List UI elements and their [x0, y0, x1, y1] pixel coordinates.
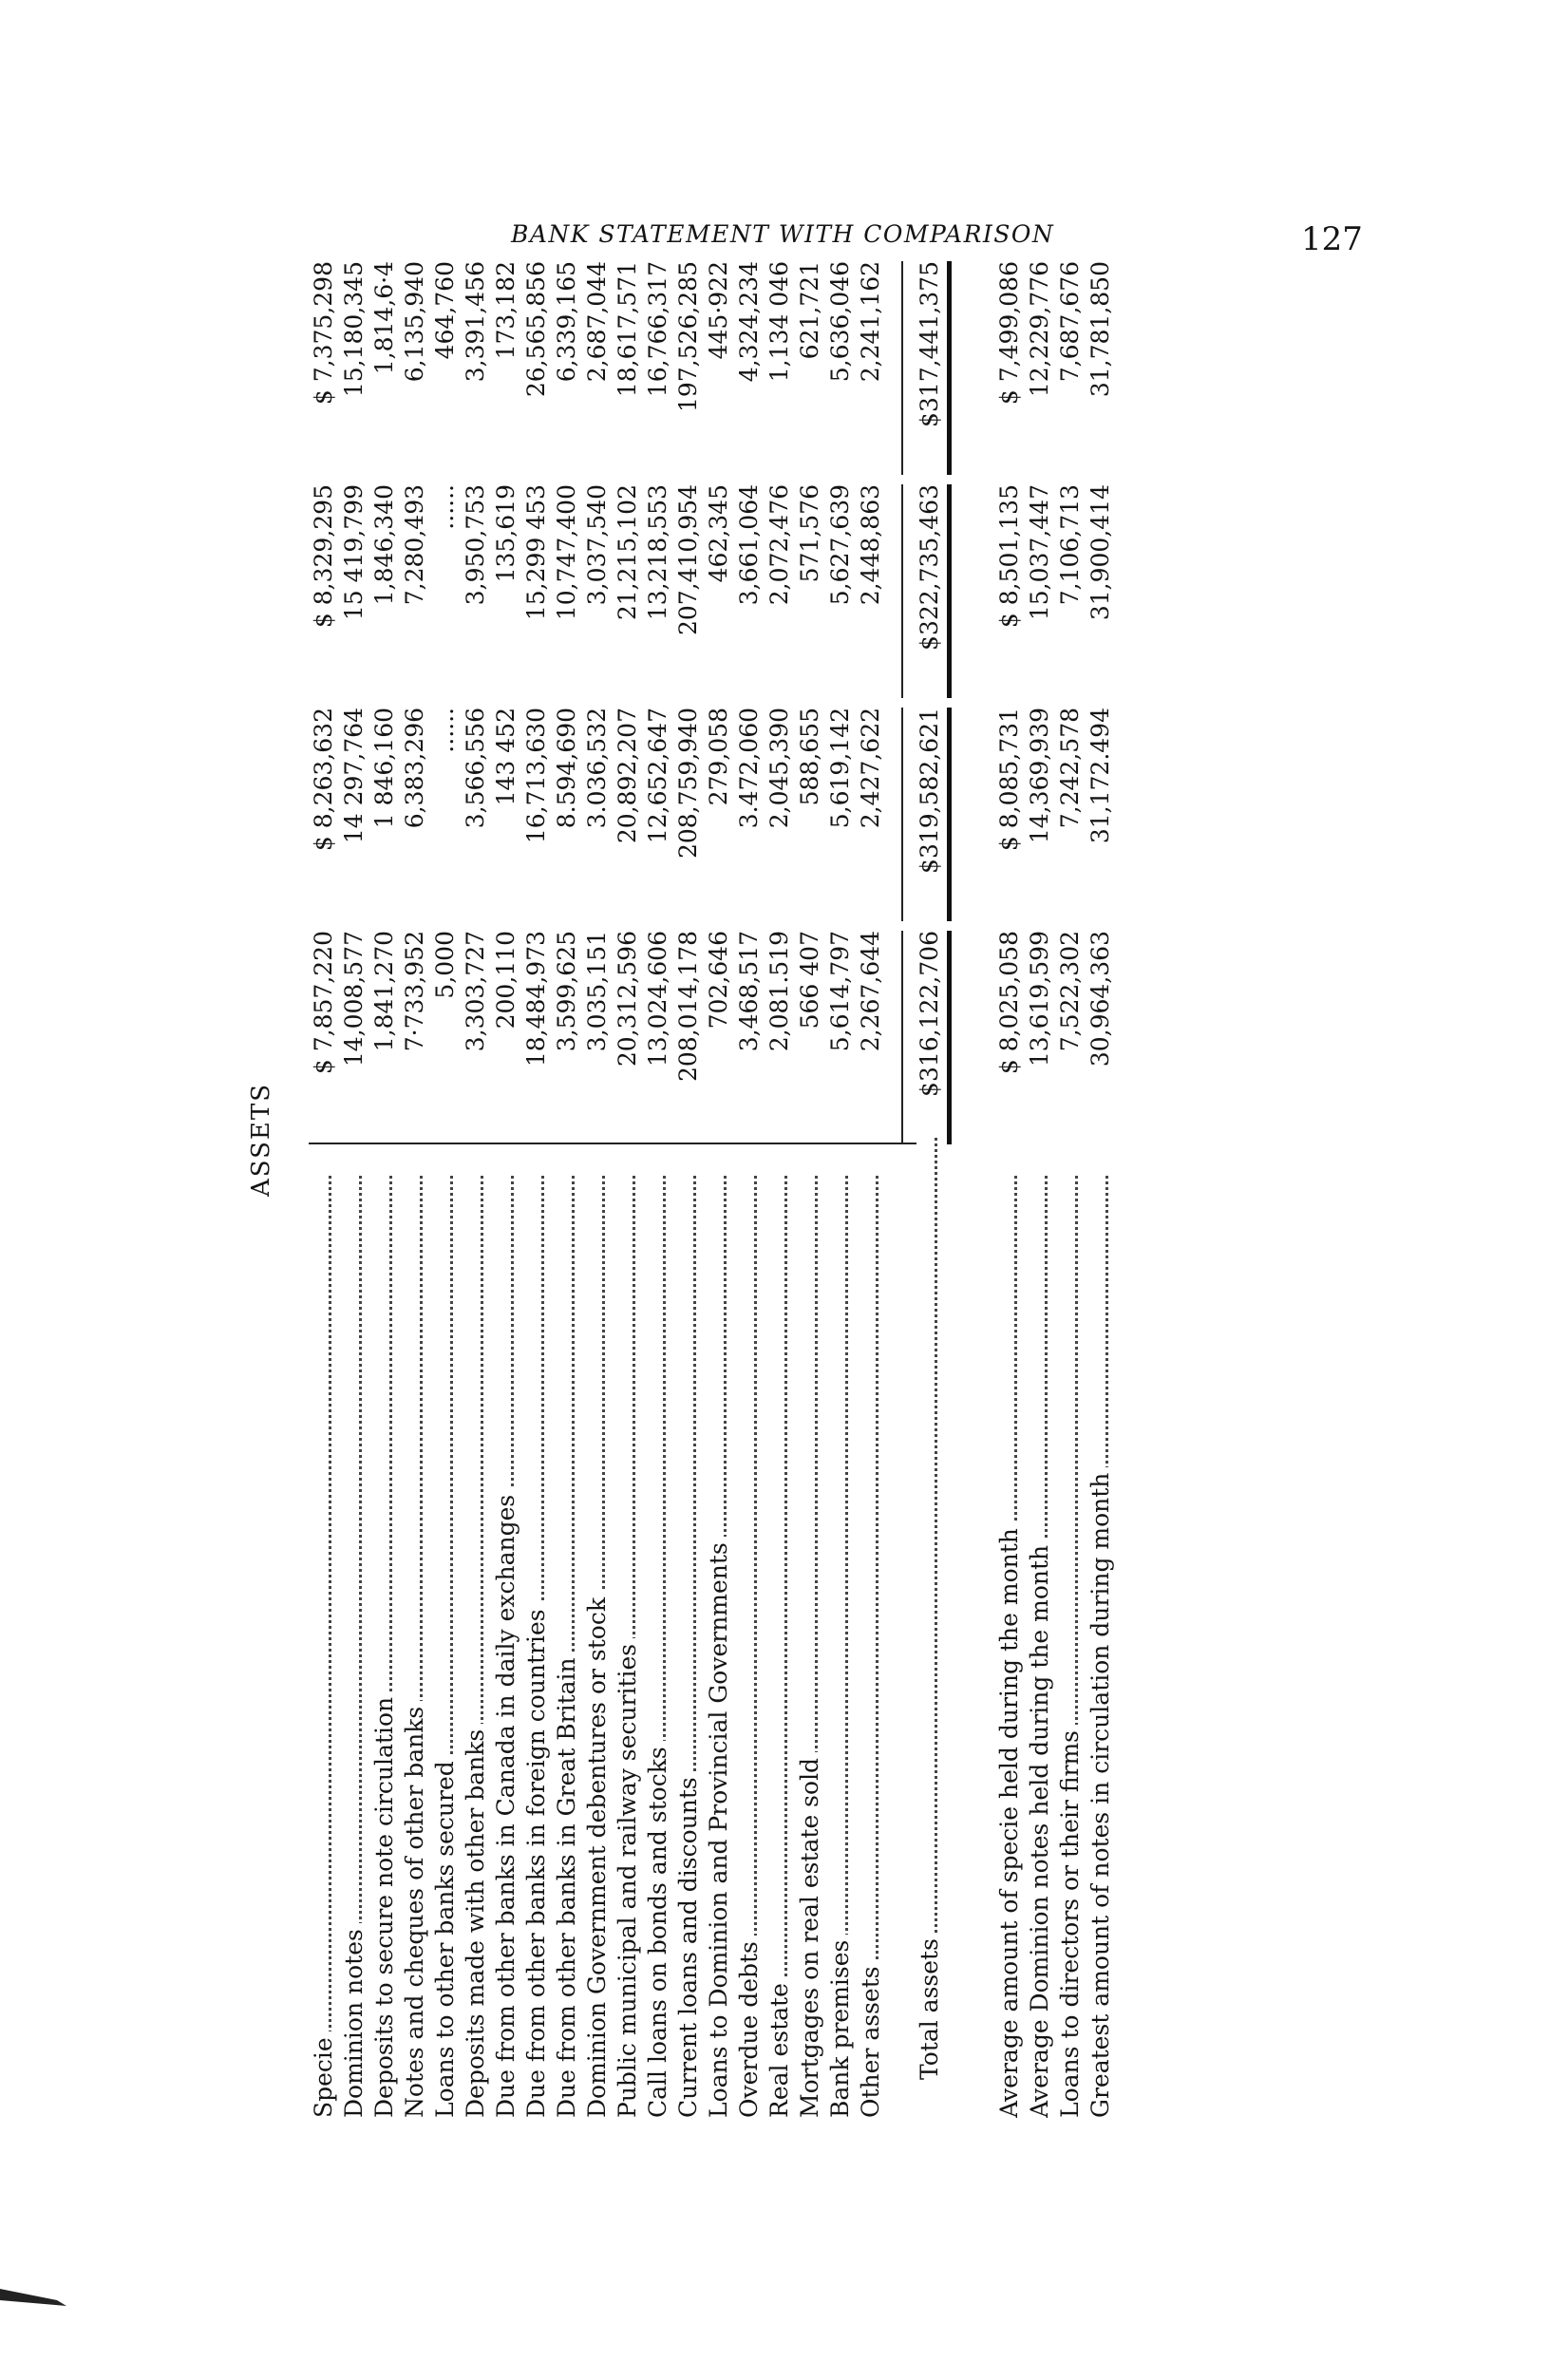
table-row: [430, 261, 461, 2118]
value-cell: 7,687,676: [1056, 261, 1084, 383]
table-row: [1025, 261, 1055, 2118]
value-cell: 5,614,797: [826, 931, 854, 1052]
value-cell: $319,582,621: [916, 708, 943, 874]
value-cell: 14,369,939: [1026, 708, 1053, 844]
row-label: Due from other banks in Canada in daily exchanges: [491, 1168, 521, 2118]
value-cell: 173,182: [492, 261, 519, 360]
row-label: Overdue debts: [734, 1168, 765, 2118]
value-cell: 3.036,532: [583, 708, 611, 829]
value-cell: 200,110: [492, 931, 519, 1029]
value-cell: 5,619,142: [826, 708, 854, 829]
value-cell: $322,735,463: [916, 484, 943, 651]
value-cell: 1,846,340: [370, 484, 398, 606]
value-cell: 2,267,644: [857, 931, 884, 1052]
value-cell: 15,037,447: [1026, 484, 1053, 621]
value-cell: 15,180,345: [340, 261, 368, 398]
value-cell: 2,072,476: [765, 484, 793, 606]
value-cell: 6,383,296: [401, 708, 428, 829]
value-cell: $ 8,263,632: [310, 708, 337, 852]
table-row: [369, 261, 400, 2118]
value-cell: 702,646: [705, 931, 732, 1029]
value-cell: 6,339,165: [553, 261, 580, 383]
value-cell: 16,713,630: [522, 708, 550, 844]
row-label: Total assets: [915, 1130, 945, 2080]
row-label: Loans to directors or their firms: [1055, 1168, 1086, 2118]
total-rule: [947, 931, 952, 1144]
value-cell: 10,747,400: [553, 484, 580, 621]
row-label: Call loans on bonds and stocks: [643, 1168, 673, 2118]
table-row: [613, 261, 643, 2118]
row-label: Notes and cheques of other banks: [400, 1168, 430, 2118]
value-cell: 2,448,863: [857, 484, 884, 606]
table-row: [400, 261, 430, 2118]
table-row: [734, 261, 765, 2118]
table-row: [994, 261, 1025, 2118]
row-label: Bank premises: [825, 1168, 856, 2118]
row-label: Real estate: [765, 1168, 795, 2118]
row-label: Specie: [309, 1168, 339, 2118]
value-cell: 31,781,850: [1086, 261, 1114, 398]
value-cell: 208,014,178: [674, 931, 702, 1083]
value-cell: 13,024,606: [644, 931, 671, 1067]
value-cell: 14,008,577: [340, 931, 368, 1067]
value-cell: $ 7,857,220: [310, 931, 337, 1075]
value-cell: 3,950,753: [462, 484, 489, 606]
table-row: [765, 261, 795, 2118]
total-rule: [947, 261, 952, 475]
value-cell: $ 7,375,298: [310, 261, 337, 406]
value-cell: 1,134 046: [765, 261, 793, 383]
value-cell: 6,135,940: [401, 261, 428, 383]
value-cell: 2,427,622: [857, 708, 884, 829]
scan-mark-icon: [0, 2279, 76, 2308]
subtotal-rule: [901, 708, 903, 921]
value-cell: ......: [431, 484, 459, 530]
row-label: Deposits to secure note circulation: [369, 1168, 400, 2118]
value-cell: 566 407: [796, 931, 823, 1029]
value-cell: 1,841,270: [370, 931, 398, 1052]
value-cell: 3,599,625: [553, 931, 580, 1052]
value-cell: $ 8,501,135: [995, 484, 1023, 629]
value-cell: 3.472,060: [735, 708, 763, 829]
value-cell: $ 8,329,295: [310, 484, 337, 629]
table-row: [1086, 261, 1116, 2118]
value-cell: 15 419,799: [340, 484, 368, 621]
value-cell: $ 8,025,058: [995, 931, 1023, 1075]
value-cell: $317,441,375: [916, 261, 943, 427]
subtotal-rule: [901, 484, 903, 698]
table-row: [825, 261, 856, 2118]
page-number: 127: [1301, 220, 1363, 258]
value-cell: 13,619,599: [1026, 931, 1053, 1067]
total-rule: [947, 708, 952, 921]
value-cell: 3,035,151: [583, 931, 611, 1052]
value-cell: $ 8,085,731: [995, 708, 1023, 852]
row-label: Due from other banks in foreign countries: [521, 1168, 552, 2118]
section-title: ASSETS: [247, 1082, 275, 1198]
row-label: Mortgages on real estate sold: [795, 1168, 825, 2118]
table-row: [552, 261, 582, 2118]
value-cell: 462,345: [705, 484, 732, 583]
value-cell: 5,000: [431, 931, 459, 999]
value-cell: 31,172.494: [1086, 708, 1114, 844]
value-cell: 3,661,064: [735, 484, 763, 606]
value-cell: 2,687,044: [583, 261, 611, 383]
assets-table: [309, 261, 1268, 2118]
value-cell: $ 7,499,086: [995, 261, 1023, 406]
value-cell: 2,241,162: [857, 261, 884, 383]
value-cell: 26,565,856: [522, 261, 550, 398]
value-cell: 3,037,540: [583, 484, 611, 606]
value-cell: 3,303,727: [462, 931, 489, 1052]
value-cell: 12,652,647: [644, 708, 671, 844]
value-cell: 1 846,160: [370, 708, 398, 829]
value-cell: 31,900,414: [1086, 484, 1114, 621]
value-cell: 464,760: [431, 261, 459, 360]
value-cell: 588,655: [796, 708, 823, 806]
row-label: Average amount of specie held during the month: [994, 1168, 1025, 2118]
value-cell: 2,081.519: [765, 931, 793, 1052]
value-cell: 15,299 453: [522, 484, 550, 621]
table-row: [582, 261, 613, 2118]
value-cell: 571,576: [796, 484, 823, 583]
value-cell: 7,280,493: [401, 484, 428, 606]
value-cell: 208,759,940: [674, 708, 702, 859]
table-row: [461, 261, 491, 2118]
value-cell: 1,814,6·4: [370, 261, 398, 375]
row-label: Greatest amount of notes in circulation during month: [1086, 1168, 1116, 2118]
row-label: Due from other banks in Great Britain: [552, 1168, 582, 2118]
table-row: [491, 261, 521, 2118]
table-row: [795, 261, 825, 2118]
running-title: BANK STATEMENT WITH COMPARISON: [511, 220, 1055, 248]
value-cell: 2,045,390: [765, 708, 793, 829]
value-cell: 7,106,713: [1056, 484, 1084, 606]
table-row: [856, 261, 886, 2118]
value-cell: 7,242,578: [1056, 708, 1084, 829]
value-cell: $316,122,706: [916, 931, 943, 1097]
row-label: Loans to Dominion and Provincial Governments: [704, 1168, 734, 2118]
value-cell: 445·922: [705, 261, 732, 360]
table-row: [521, 261, 552, 2118]
value-cell: 20,892,207: [614, 708, 641, 844]
value-cell: 14 297,764: [340, 708, 368, 844]
value-cell: 621,721: [796, 261, 823, 360]
row-label: Current loans and discounts: [673, 1168, 704, 2118]
subtotal-rule: [901, 261, 903, 475]
value-cell: 207,410,954: [674, 484, 702, 636]
row-label: Dominion notes: [339, 1168, 369, 2118]
table-row: [309, 261, 339, 2118]
value-cell: 18,617,571: [614, 261, 641, 398]
value-cell: 4,324,234: [735, 261, 763, 383]
row-label: Loans to other banks secured: [430, 1168, 461, 2118]
value-cell: 12,229,776: [1026, 261, 1053, 398]
value-cell: 143 452: [492, 708, 519, 806]
total-rule: [947, 484, 952, 698]
value-cell: 21,215,102: [614, 484, 641, 621]
table-row: [673, 261, 704, 2118]
table-row: [1055, 261, 1086, 2118]
value-cell: 30,964,363: [1086, 931, 1114, 1067]
value-cell: 197,526,285: [674, 261, 702, 413]
value-cell: 3,468,517: [735, 931, 763, 1052]
value-cell: 3,566,556: [462, 708, 489, 829]
value-cell: 5,636,046: [826, 261, 854, 383]
value-cell: 5,627,639: [826, 484, 854, 606]
table-row: [339, 261, 369, 2118]
value-cell: 13,218,553: [644, 484, 671, 621]
row-label: Public municipal and railway securities: [613, 1168, 643, 2118]
subtotal-rule: [901, 931, 903, 1144]
row-label: Dominion Government debentures or stock: [582, 1168, 613, 2118]
value-cell: 3,391,456: [462, 261, 489, 383]
row-label: Deposits made with other banks: [461, 1168, 491, 2118]
value-cell: 8.594,690: [553, 708, 580, 829]
value-cell: 7,522,302: [1056, 931, 1084, 1052]
row-label: Other assets: [856, 1168, 886, 2118]
table-row: [643, 261, 673, 2118]
table-row: [704, 261, 734, 2118]
value-cell: ......: [431, 708, 459, 753]
value-cell: 18,484,973: [522, 931, 550, 1067]
value-cell: 279,058: [705, 708, 732, 806]
value-cell: 16,766,317: [644, 261, 671, 398]
row-label: Average Dominion notes held during the month: [1025, 1168, 1055, 2118]
value-cell: 20,312,596: [614, 931, 641, 1067]
total-row: [915, 261, 945, 2118]
value-cell: 135,619: [492, 484, 519, 583]
value-cell: 7·733,952: [401, 931, 428, 1052]
